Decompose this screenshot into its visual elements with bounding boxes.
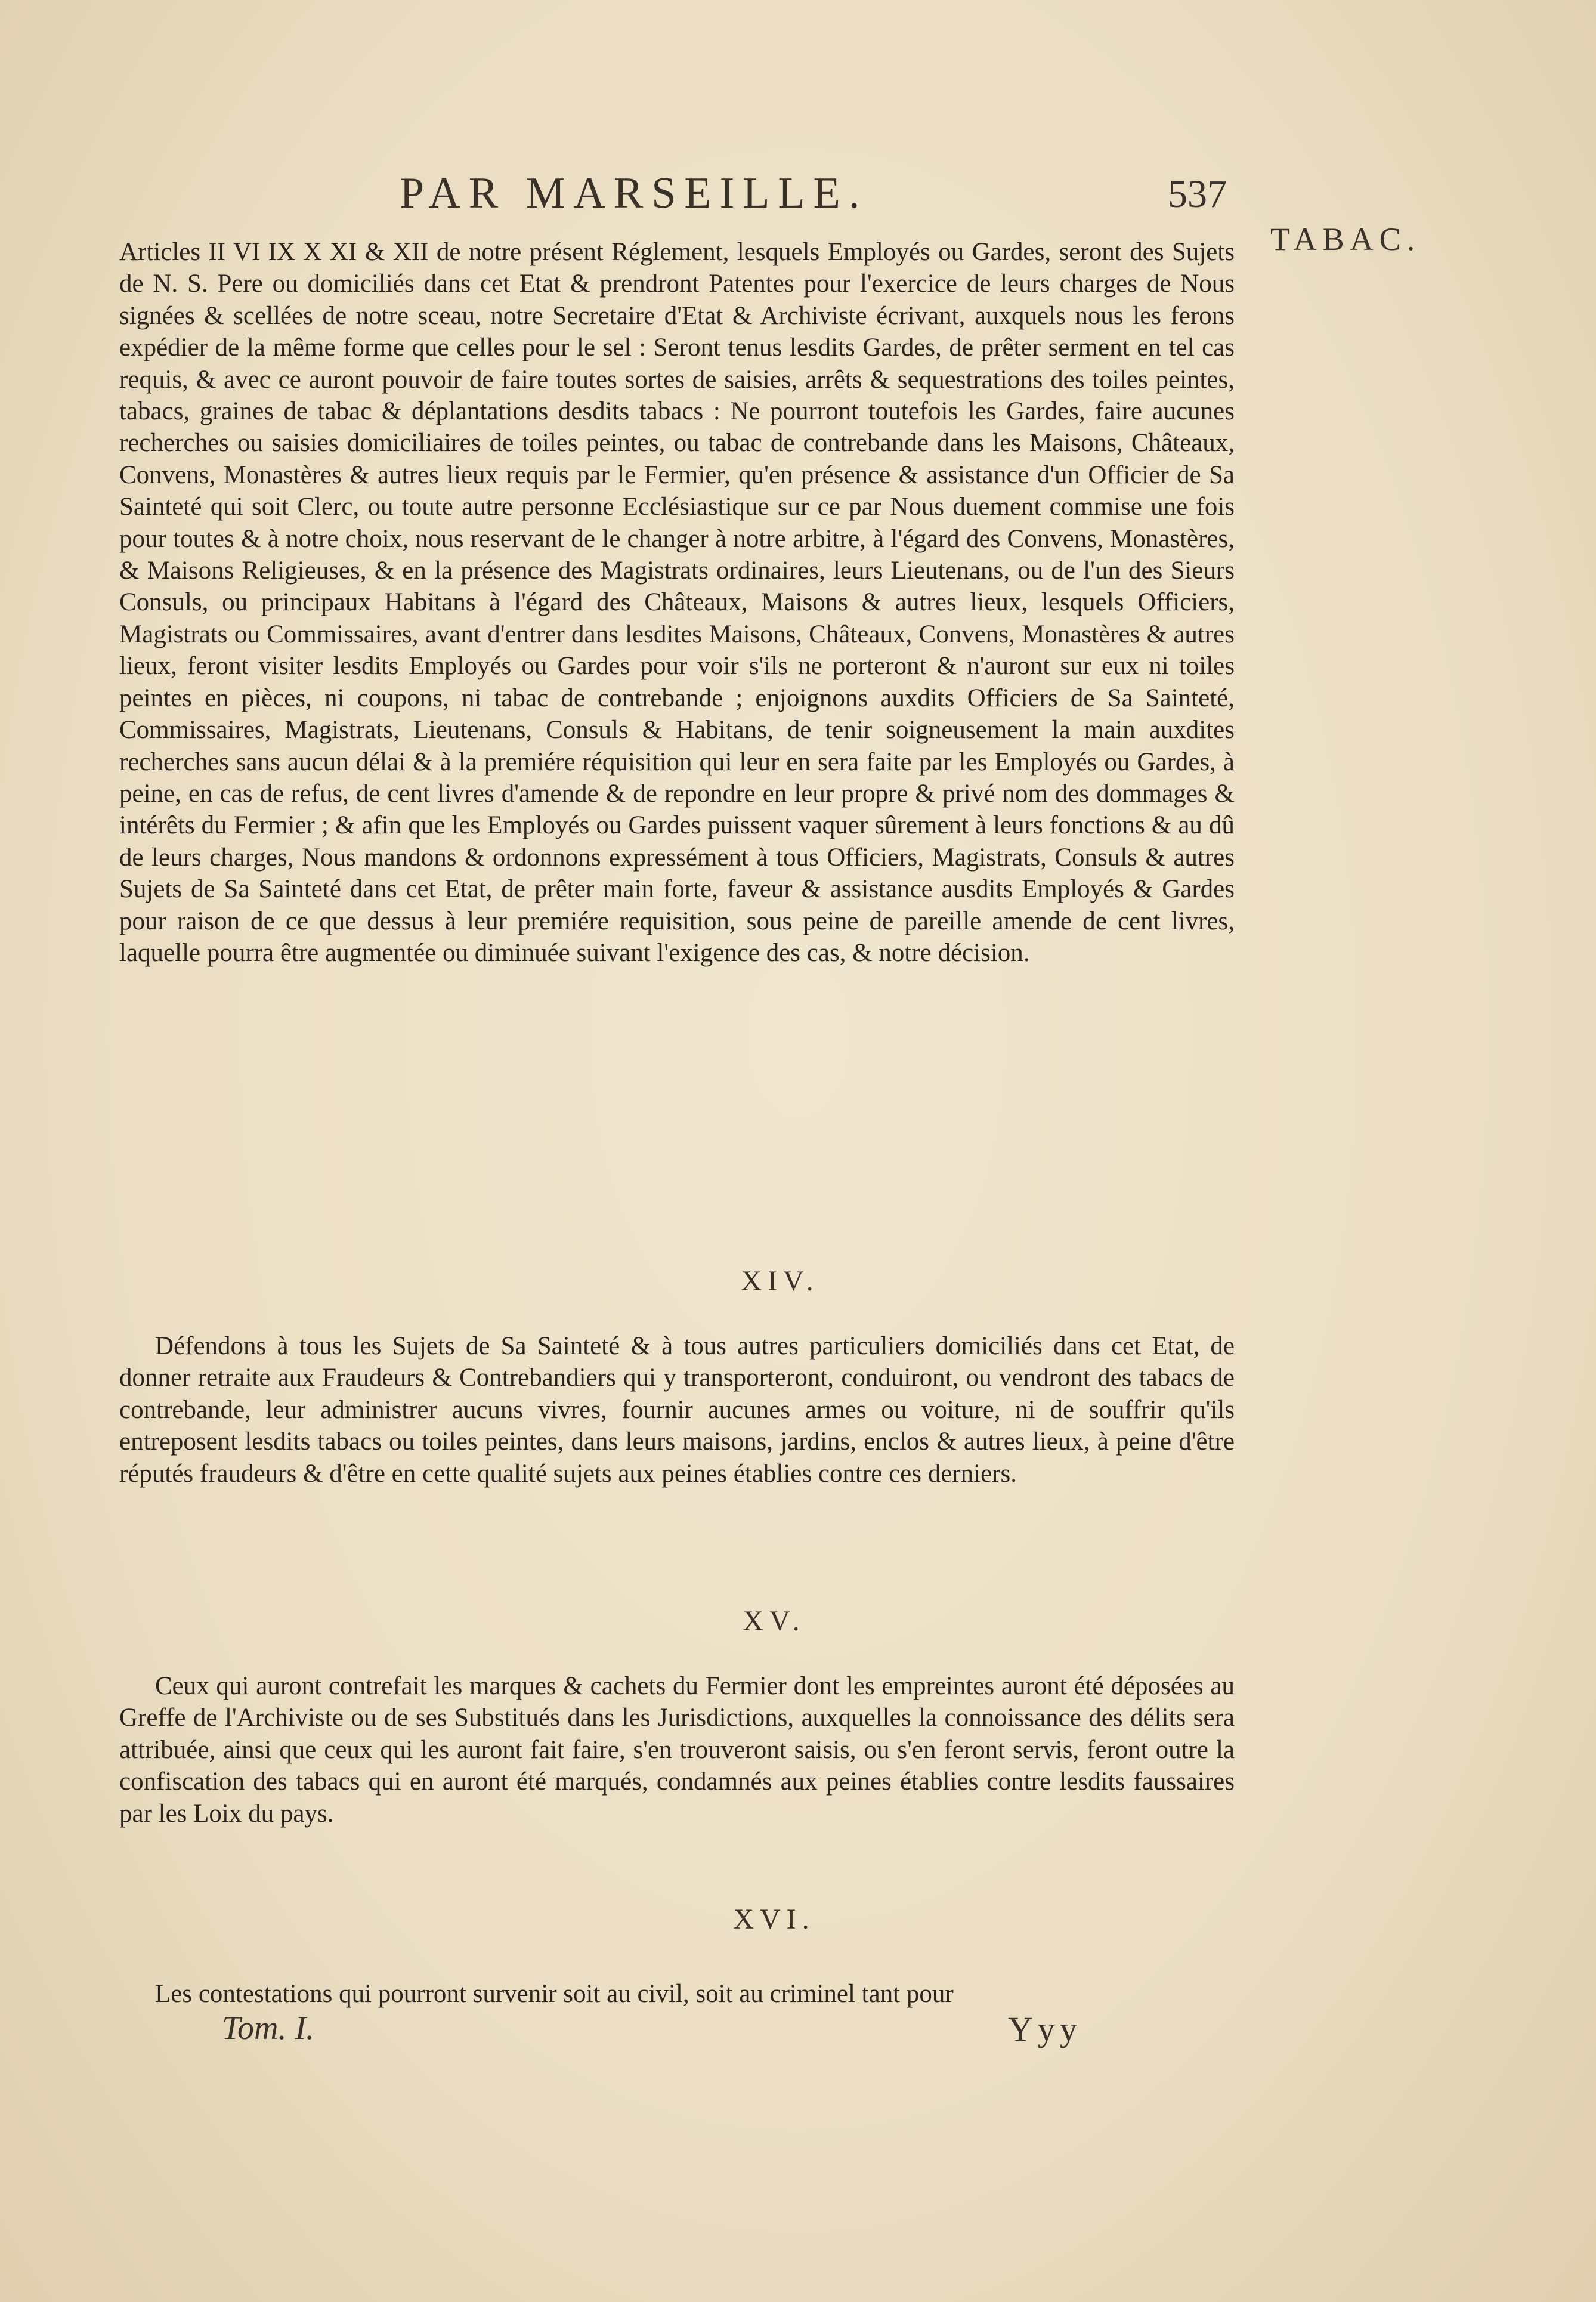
article-xv-text: Ceux qui auront contrefait les marques & cachets du Fermier dont les empreintes auront été déposées au Greffe de l'Archiviste ou de ses Substitués dans les Jurisdictions, auxquelles la connoissance des délits sera attribuée, ainsi que ceux qui les auront fait faire, s'en trouveront saisis, ou s'en feront servis, feront outre la confiscation des tabacs qui en auront été marqués, condamnés aux peines établies contre lesdits faussaires par les Loix du pays. [119, 1672, 1235, 1828]
article-xiv-text: Défendons à tous les Sujets de Sa Sainteté & à tous autres particuliers domiciliés dans cet Etat, de donner retraite aux Fraudeurs & Contrebandiers qui y transporteront, conduiront, ou vendront des tabacs de contrebande, leur administrer aucuns vivres, fournir aucunes armes ou voiture, ni de souffrir qu'ils entreposent lesdits tabacs ou toiles peintes, dans leurs maisons, jardins, enclos & autres lieux, à peine d'être réputés fraudeurs & d'être en cette qualité sujets aux peines établies contre ces derniers. [119, 1332, 1235, 1488]
page-number: 537 [1168, 172, 1227, 216]
margin-note: TABAC. [1270, 221, 1421, 257]
paragraph-text: Articles II VI IX X XI & XII de notre présent Réglement, lesquels Employés ou Gardes, seront des Sujets de N. S. Pere ou domiciliés dans cet Etat & prendront Patentes pour l'exercice de leurs charges de Nous signées & scellées de notre sceau, notre Secretaire d'Etat & Archiviste écrivant, auxquels nous les ferons expédier de la même forme que celles pour le sel : Seront tenus lesdits Gardes, de prêter serment en tel cas requis, & avec ce auront pouvoir de faire toutes sortes de saisies, arrêts & sequestrations des toiles peintes, tabacs, graines de tabac & déplantations desdits tabacs : Ne pourront toutefois les Gardes, faire aucunes recherches ou saisies domiciliaires de toiles peintes, ou tabac de contrebande dans les Maisons, Châteaux, Convens, Monastères & autres lieux requis par le Fermier, qu'en présence & assistance d'un Officier de Sa Sainteté qui soit Clerc, ou toute autre personne Ecclésiastique sur ce par Nous duement commise une fois pour toutes & à notre choix, nous reservant de le changer à notre arbitre, à l'égard des Convens, Monastères, & Maisons Religieuses, & en la présence des Magistrats ordinaires, leurs Lieutenans, ou de l'un des Sieurs Consuls, ou principaux Habitans à l'égard des Châteaux, Maisons & autres lieux, lesquels Officiers, Magistrats ou Commissaires, avant d'entrer dans lesdites Maisons, Châteaux, Convens, Monastères & autres lieux, feront visiter lesdits Employés ou Gardes pour voir s'ils ne porteront & n'auront sur eux ni toiles peintes en pièces, ni coupons, ni tabac de contrebande ; enjoignons auxdits Officiers de Sa Sainteté, Commissaires, Magistrats, Lieutenans, Consuls & Habitans, de tenir soigneusement la main auxdites recherches sans aucun délai & à la premiére réquisition qui leur en sera faite par les Employés ou Gardes, à peine, en cas de refus, de cent livres d'amende & de repondre en leur propre & privé nom des dommages & intérêts du Fermier ; & afin que les Employés ou Gardes puissent vaquer sûrement à leurs fonctions & au dû de leurs charges, Nous mandons & ordonnons expressément à tous Officiers, Magistrats, Consuls & autres Sujets de Sa Sainteté dans cet Etat, de prêter main forte, faveur & assistance ausdits Employés & Gardes pour raison de ce que dessus à leur premiére requisition, sous peine de pareille amende de cent livres, laquelle pourra être augmentée ou diminuée suivant l'exigence des cas, & notre décision. [119, 238, 1235, 967]
page-footer [0, 2009, 1596, 2051]
running-head: PAR MARSEILLE. [400, 169, 868, 218]
article-heading-xv: XV. [743, 1605, 806, 1637]
article-xvi-text: Les contestations qui pourront survenir soit au civil, soit au criminel tant pour [155, 1980, 954, 2008]
page-header [0, 168, 1596, 257]
article-heading-xiv: XIV. [741, 1265, 819, 1297]
article-xiv [119, 1330, 1235, 1490]
article-heading-xvi: XVI. [733, 1904, 815, 1935]
article-xvi [119, 1978, 1235, 2010]
volume-mark: Tom. I. [222, 2010, 315, 2047]
article-xv [119, 1670, 1235, 1830]
continued-paragraph [119, 236, 1235, 969]
signature-mark: Yyy [1008, 2010, 1082, 2048]
